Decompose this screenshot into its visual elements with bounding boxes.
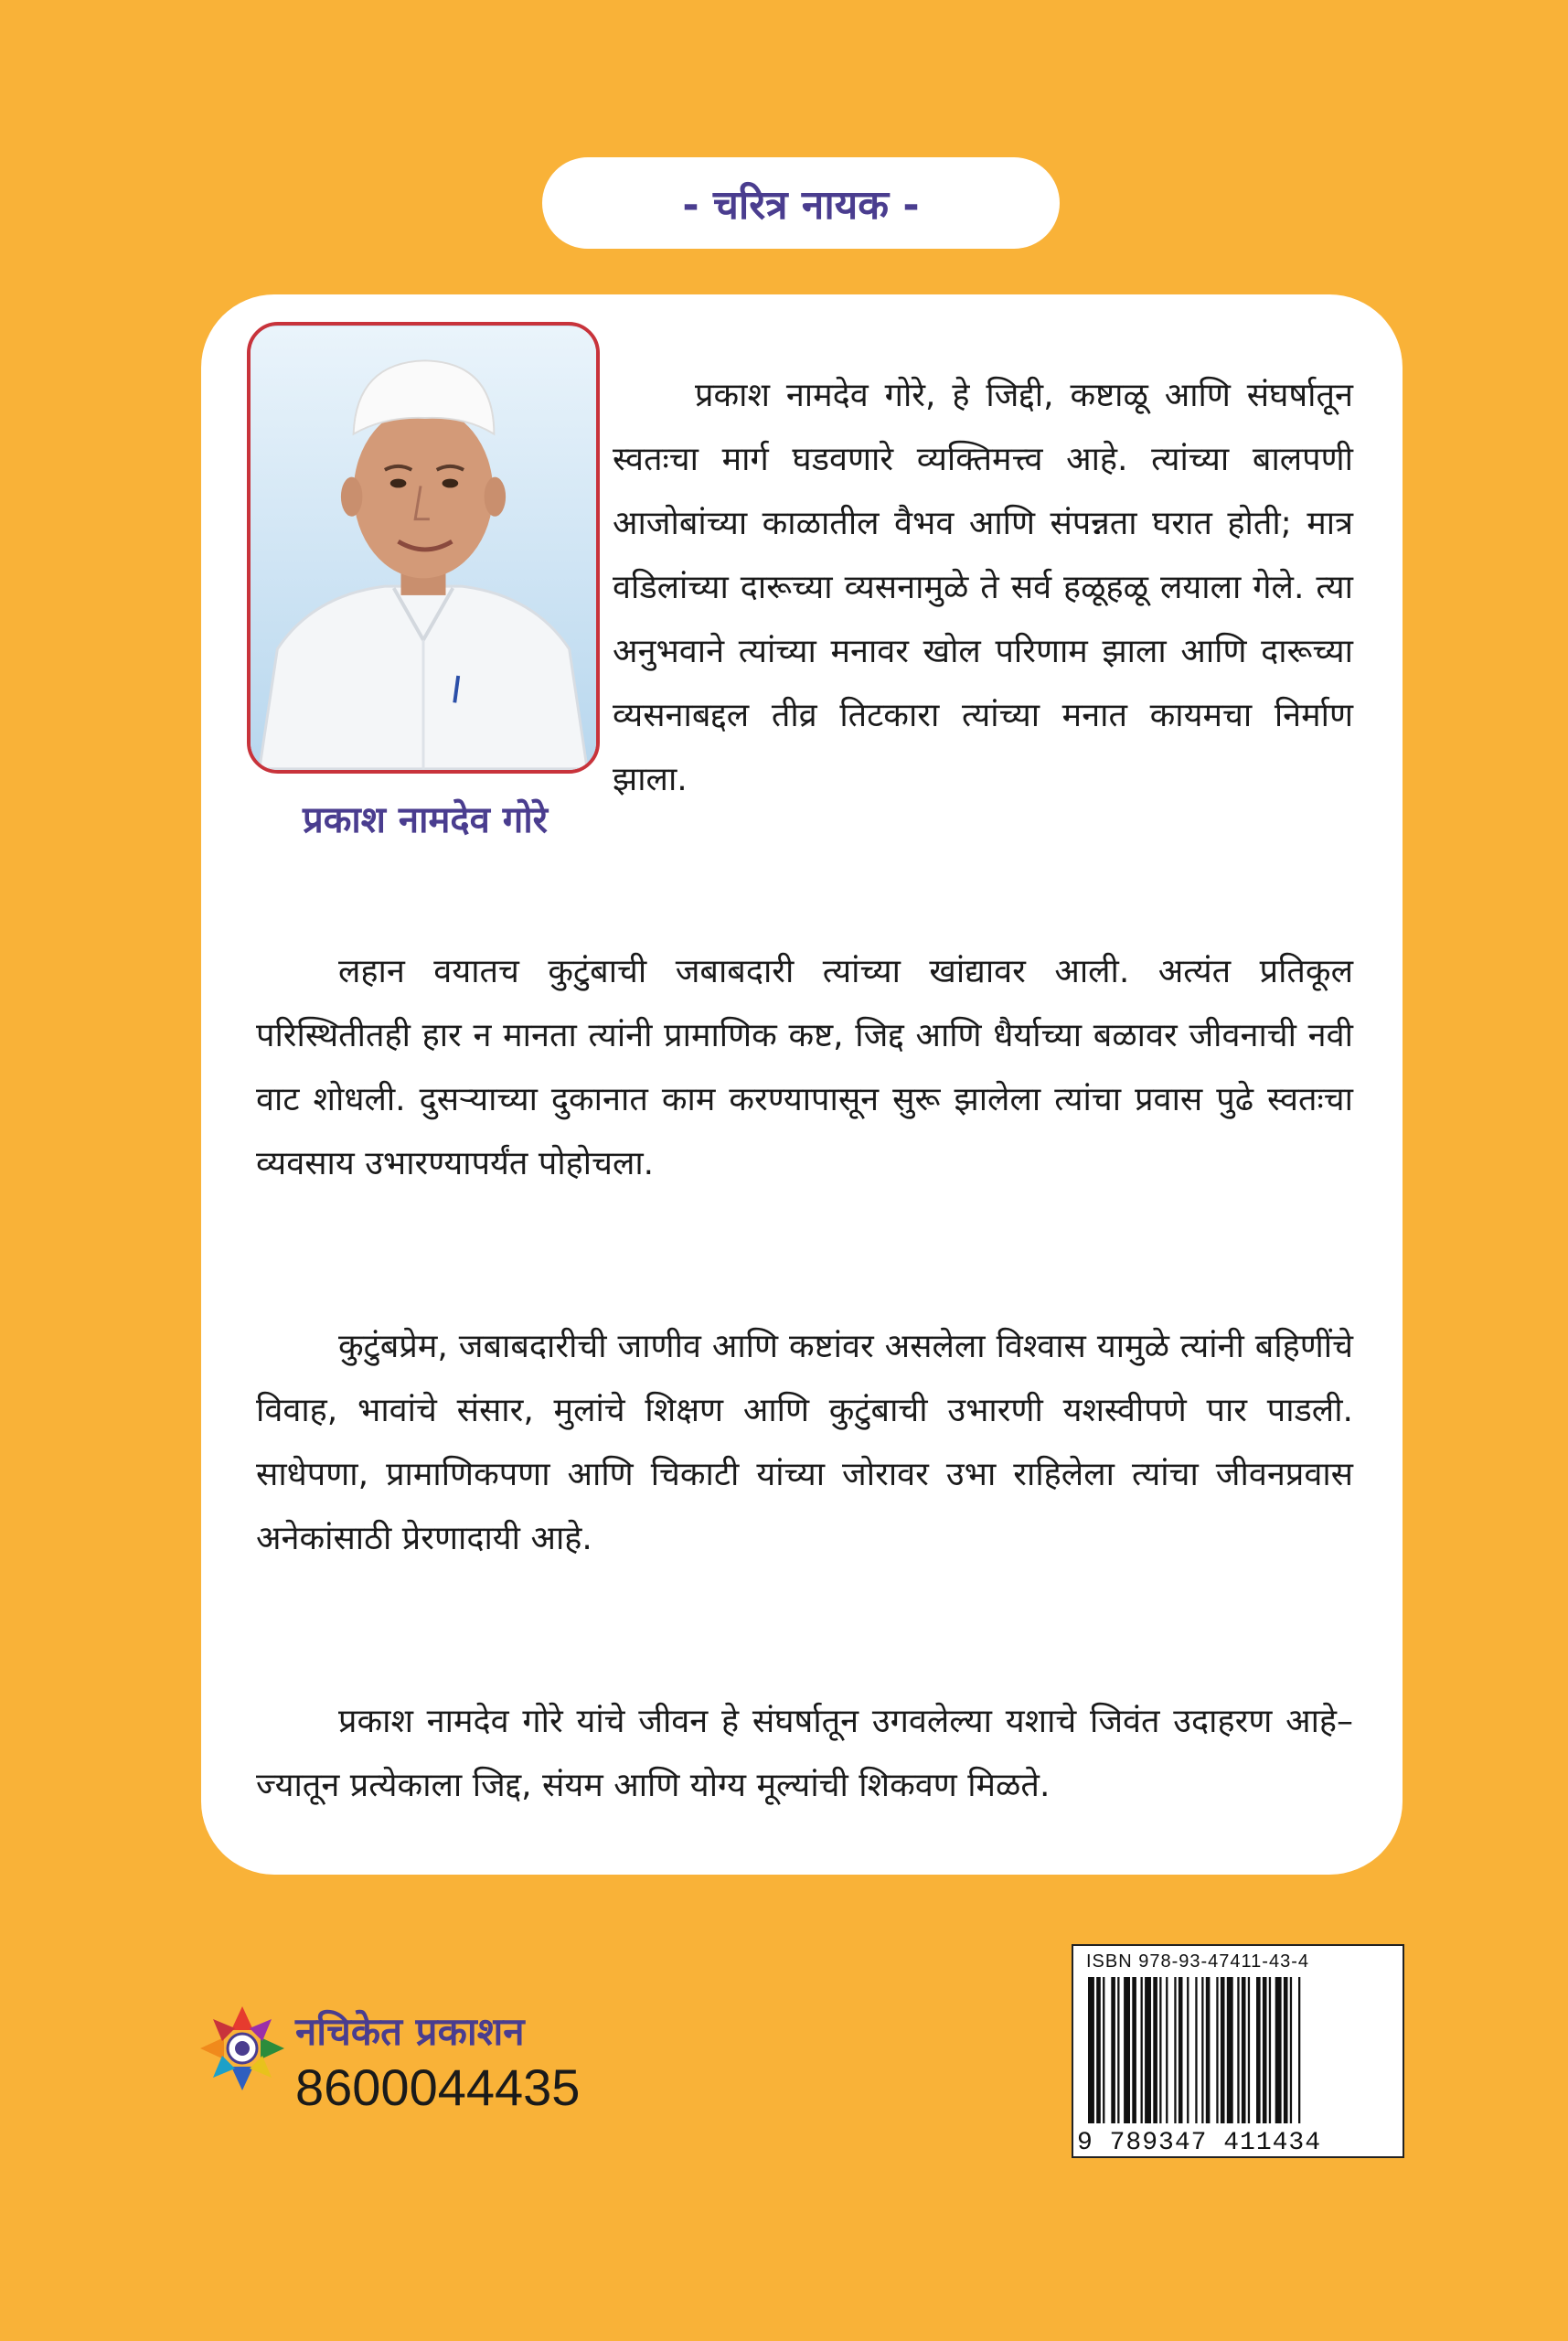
isbn-barcode bbox=[1072, 1944, 1404, 2158]
isbn-label: ISBN 978-93-47411-43-4 bbox=[1086, 1951, 1309, 1972]
biography-paragraph-2: लहान वयातच कुटुंबाची जबाबदारी त्यांच्या खांद्यावर आली. अत्यंत प्रतिकूल परिस्थितीतही हार न मानता त्यांनी प्रामाणिक कष्ट, जिद्द आणि धैर्याच्या बळावर जीवनाची नवी वाट शोधली. दुसऱ्याच्या दुकानात काम करण्यापासून सुरू झालेला त्यांचा प्रवास पुढे स्वतःचा व्यवसाय उभारण्यापर्यंत पोहोचला. bbox=[256, 953, 1353, 1182]
publisher-block bbox=[197, 2003, 608, 2131]
portrait-caption: प्रकाश नामदेव गोरे bbox=[302, 799, 549, 841]
page-title: - चरित्र नायक - bbox=[682, 182, 920, 229]
publisher-name: नचिकेत प्रकाशन bbox=[295, 2009, 525, 2054]
portrait-photo bbox=[247, 322, 600, 774]
biography-paragraph-1: प्रकाश नामदेव गोरे, हे जिद्दी, कष्टाळू आणि संघर्षातून स्वतःचा मार्ग घडवणारे व्यक्तिमत्त्व आहे. त्यांच्या बालपणी आजोबांच्या काळातील वैभव आणि संपन्नता घरात होती; मात्र वडिलांच्या दारूच्या व्यसनामुळे ते सर्व हळूहळू लयाला गेले. त्या अनुभवाने त्यांच्या मनावर खोल परिणाम झाला आणि दारूच्या व्यसनाबद्दल तीव्र तिटकारा त्यांच्या मनात कायमचा निर्माण झाला. bbox=[613, 377, 1353, 798]
biography-paragraph-3: कुटुंबप्रेम, जबाबदारीची जाणीव आणि कष्टांवर असलेला विश्वास यामुळे त्यांनी बहिणींचे विवाह, भावांचे संसार, मुलांचे शिक्षण आणि कुटुंबाची उभारणी यशस्वीपणे पार पाडली. साधेपणा, प्रामाणिकपणा आणि चिकाटी यांच्या जोरावर उभा राहिलेला त्यांचा जीवनप्रवास अनेकांसाठी प्रेरणादायी आहे. bbox=[256, 1328, 1353, 1557]
barcode-digits: 9 789347 411434 bbox=[1077, 2129, 1322, 2157]
biography-panel bbox=[201, 294, 1403, 1875]
barcode-bars bbox=[1086, 1977, 1392, 2123]
publisher-logo-icon bbox=[197, 2003, 288, 2094]
title-pill bbox=[542, 157, 1060, 249]
biography-paragraph-4: प्रकाश नामदेव गोरे यांचे जीवन हे संघर्षातून उगवलेल्या यशाचे जिवंत उदाहरण आहे– ज्यातून प्रत्येकाला जिद्द, संयम आणि योग्य मूल्यांची शिकवण मिळते. bbox=[256, 1703, 1353, 1804]
publisher-phone: 8600044435 bbox=[295, 2058, 581, 2116]
portrait-illustration bbox=[251, 326, 596, 770]
